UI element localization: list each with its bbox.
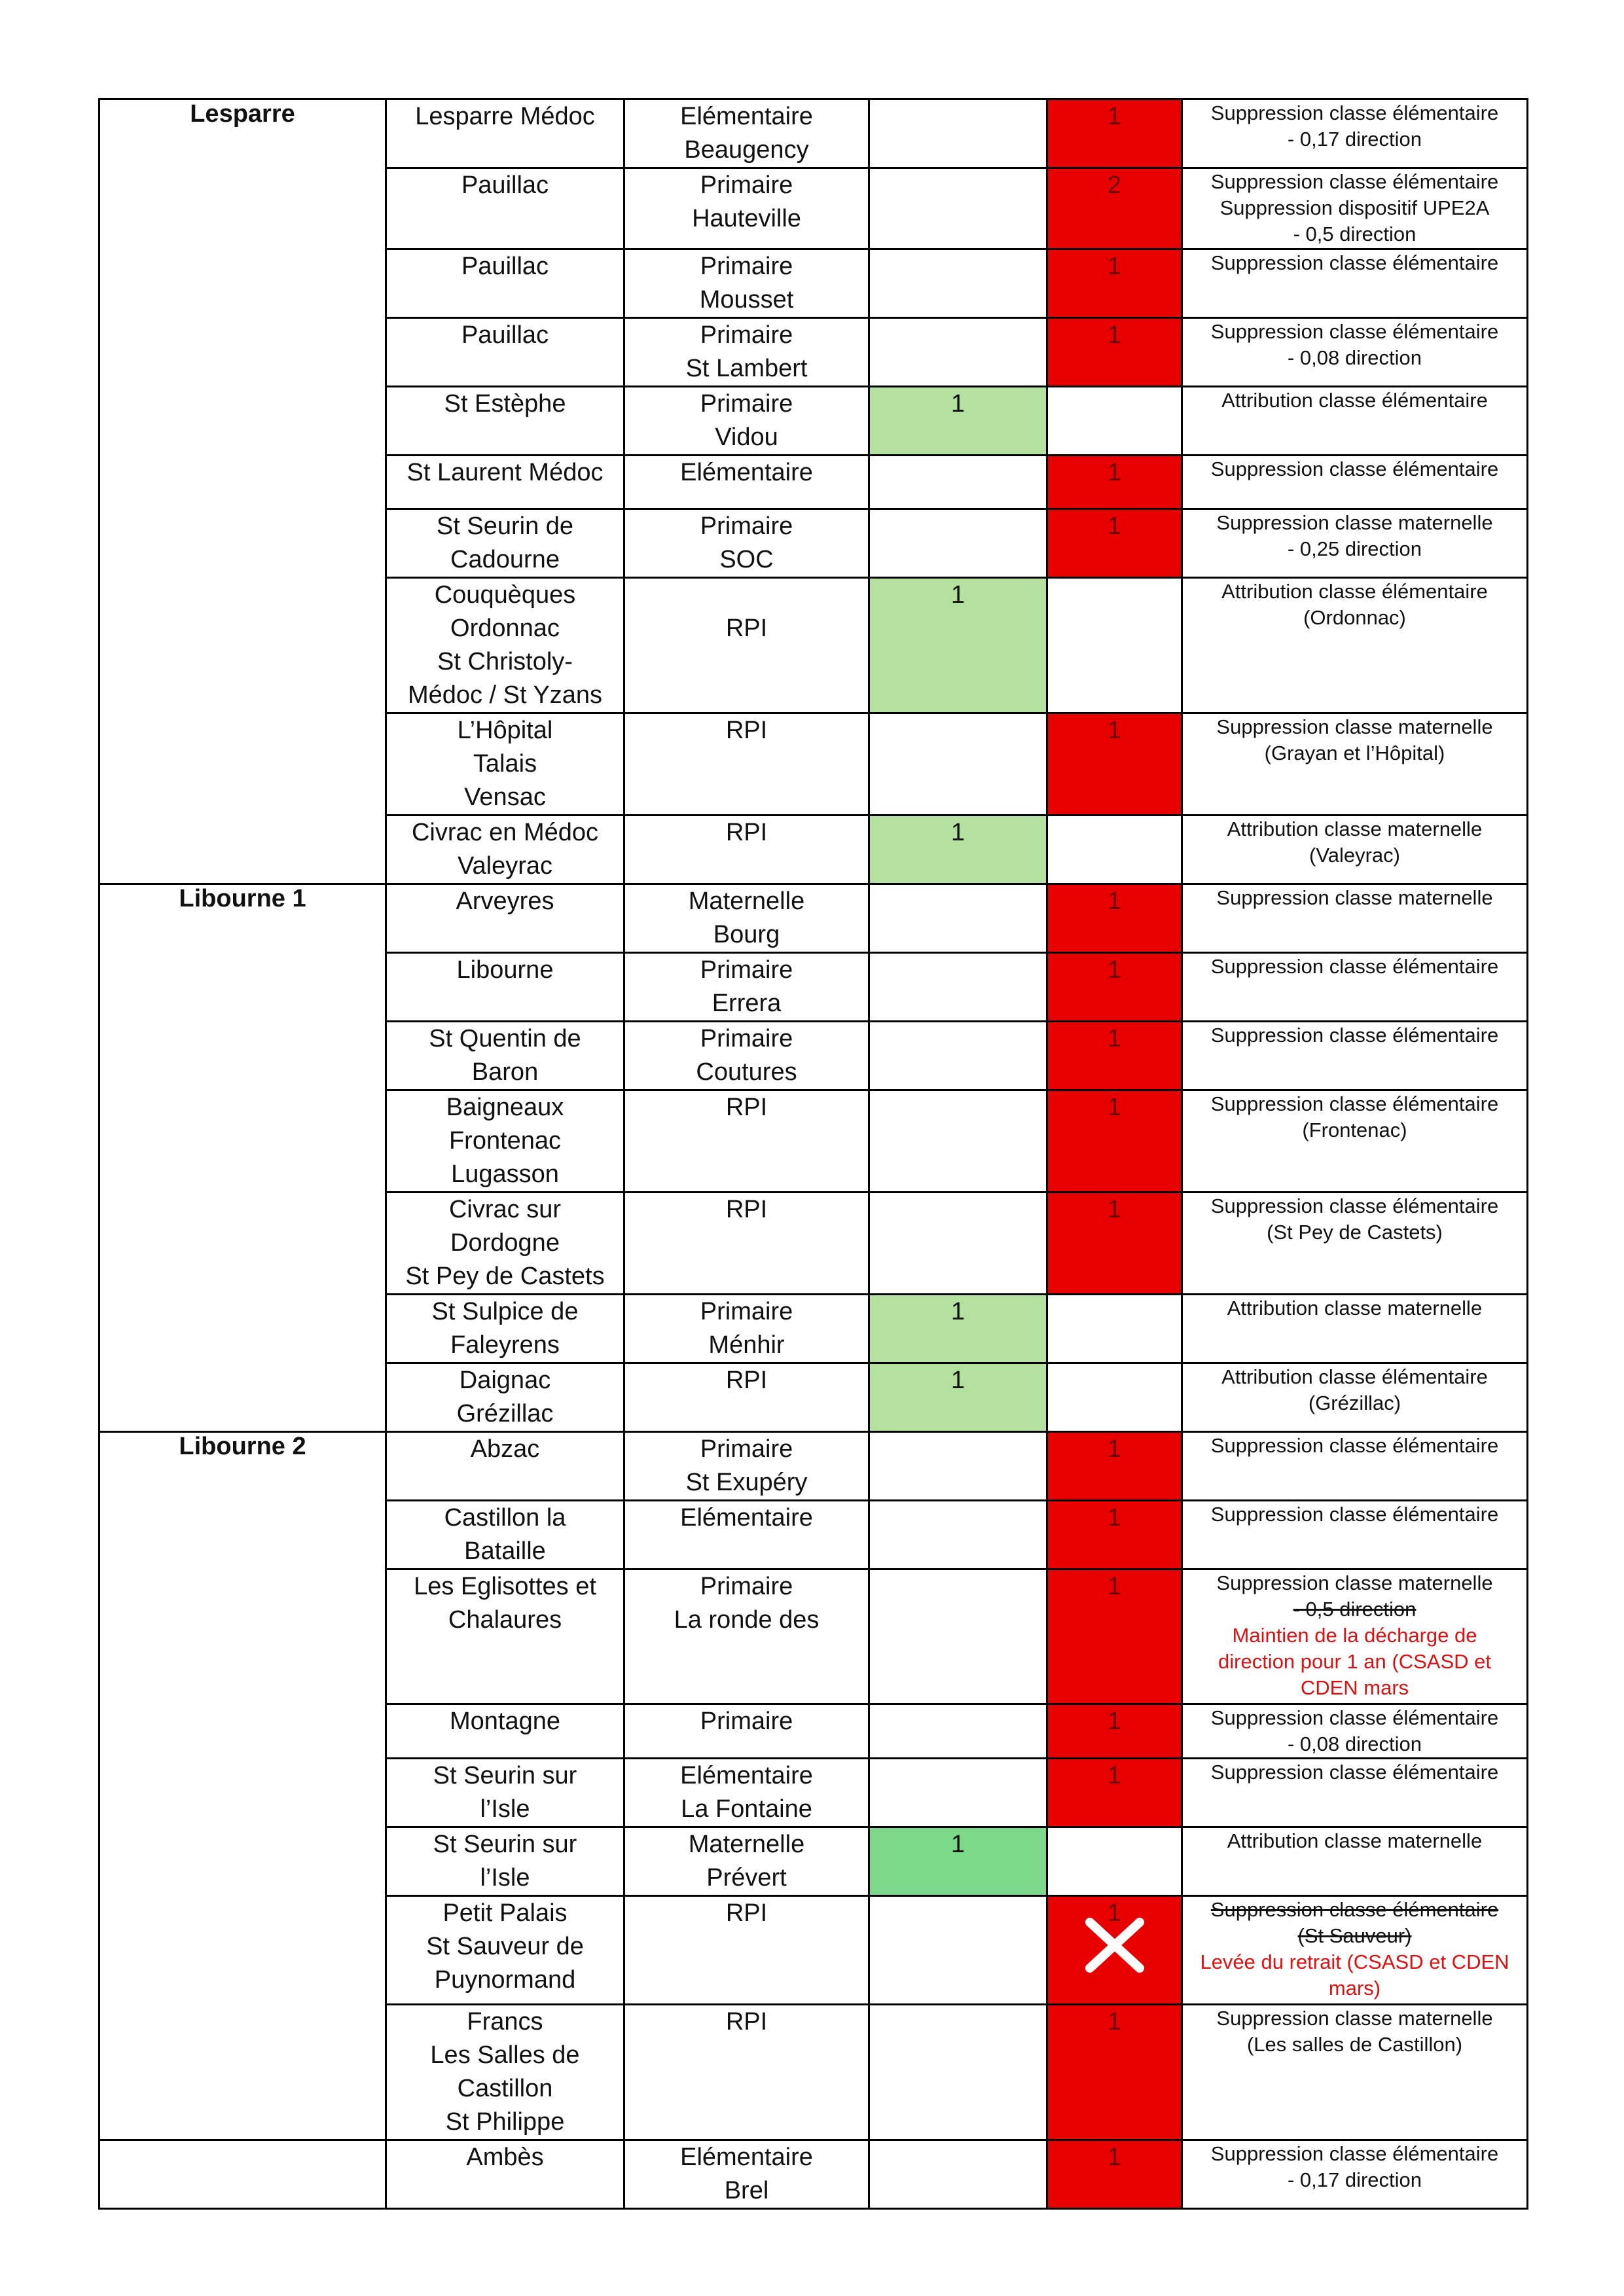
commune-cell (386, 1090, 624, 1193)
circonscription-cell: Libourne 2 (99, 1432, 386, 2140)
class-added-cell (869, 1501, 1047, 1570)
class-removed-cell (1047, 318, 1182, 387)
commune-line: Castillon la (444, 1504, 566, 1532)
class-removed-value: 1 (1107, 1708, 1122, 1735)
school-type-line: Primaire (700, 1573, 793, 1600)
class-removed-cell (1047, 1090, 1182, 1193)
observation-cell (1182, 953, 1528, 1022)
school-type-line: La ronde des (674, 1606, 820, 1634)
commune-line: St Philippe (445, 2108, 565, 2136)
commune-cell (386, 1759, 624, 1827)
commune-cell (386, 816, 624, 884)
observation-cell (1182, 1090, 1528, 1193)
commune-line: Daignac (459, 1367, 551, 1394)
observation-line: - 0,17 direction (1287, 128, 1422, 151)
observation-line: Suppression classe maternelle (1216, 1571, 1493, 1594)
school-type-cell (624, 884, 869, 953)
class-removed-cell (1047, 1363, 1182, 1432)
class-removed-value: 1 (1107, 1504, 1122, 1532)
class-added-cell (869, 99, 1047, 168)
commune-line: St Christoly- (437, 648, 573, 675)
class-added-cell: 1 (869, 1295, 1047, 1363)
school-type-line: Primaire (700, 1298, 793, 1325)
school-type-line: Brel (724, 2177, 769, 2204)
school-type-cell (624, 318, 869, 387)
commune-line: Ambès (466, 2144, 544, 2171)
commune-cell (386, 1501, 624, 1570)
school-type-cell (624, 387, 869, 456)
table-row (99, 2140, 1528, 2209)
commune-line: St Sauveur de (426, 1933, 584, 1960)
school-type-cell (624, 1193, 869, 1295)
cross-out-icon (1082, 1912, 1147, 1978)
school-type-cell (624, 578, 869, 713)
observation-line: Suppression classe maternelle (1216, 2007, 1493, 2030)
class-added-cell: 1 (869, 1363, 1047, 1432)
observation-line: (Grézillac) (1308, 1391, 1401, 1414)
circonscription-cell: Libourne 1 (99, 884, 386, 1432)
commune-cell (386, 387, 624, 456)
class-removed-value: 1 (1107, 459, 1122, 486)
class-removed-cell (1047, 1022, 1182, 1090)
commune-line: Libourne (456, 956, 554, 984)
table-row (99, 884, 1528, 953)
class-added-cell (869, 1759, 1047, 1827)
school-type-line: Elémentaire (680, 103, 813, 130)
class-added-cell (869, 249, 1047, 318)
commune-line: Pauillac (461, 253, 549, 280)
observation-line: Attribution classe maternelle (1227, 817, 1483, 840)
commune-cell (386, 99, 624, 168)
observation-cell (1182, 2140, 1528, 2209)
commune-cell (386, 1295, 624, 1363)
class-removed-cell (1047, 1759, 1182, 1827)
school-type-line (625, 579, 868, 612)
commune-line: Baron (471, 1058, 539, 1086)
class-removed-cell (1047, 816, 1182, 884)
commune-line: Lugasson (451, 1160, 559, 1188)
class-removed-cell (1047, 884, 1182, 953)
school-type-line: RPI (725, 1899, 768, 1927)
school-type-line: Elémentaire (680, 2144, 813, 2171)
class-removed-cell (1047, 1570, 1182, 1704)
commune-line: Civrac sur (448, 1196, 562, 1223)
observation-line: Suppression classe élémentaire (1210, 1761, 1499, 1784)
commune-cell (386, 2140, 624, 2209)
commune-cell (386, 953, 624, 1022)
observation-line: Levée du retrait (CSASD et CDEN (1200, 1950, 1509, 1973)
class-added-cell: 1 (869, 387, 1047, 456)
class-removed-cell (1047, 387, 1182, 456)
class-allocation-table (98, 98, 1528, 2210)
school-type-cell (624, 1827, 869, 1896)
class-added-cell: 1 (869, 816, 1047, 884)
observation-cell (1182, 1501, 1528, 1570)
observation-line: Suppression classe élémentaire (1210, 2142, 1499, 2165)
school-type-cell (624, 456, 869, 509)
school-type-line: Bourg (713, 921, 780, 948)
school-type-line: Beaugency (684, 136, 809, 164)
school-type-line: RPI (725, 1367, 768, 1394)
observation-line: Suppression classe maternelle (1216, 886, 1493, 909)
class-removed-cell (1047, 1827, 1182, 1896)
class-removed-value: 1 (1107, 512, 1122, 540)
observation-line: Suppression classe élémentaire (1210, 320, 1499, 343)
observation-line: mars) (1328, 1977, 1381, 2000)
observation-cell (1182, 2005, 1528, 2140)
school-type-cell (624, 1704, 869, 1759)
observation-line: Attribution classe élémentaire (1221, 389, 1488, 412)
commune-cell (386, 318, 624, 387)
commune-line: Valeyrac (457, 852, 553, 880)
observation-cell (1182, 1570, 1528, 1704)
observation-line: Suppression dispositif UPE2A (1219, 196, 1490, 219)
commune-line: Arveyres (456, 888, 554, 915)
class-removed-value: 1 (1107, 956, 1122, 984)
school-type-line: Hauteville (692, 205, 801, 232)
school-type-line: Errera (712, 990, 782, 1017)
commune-line: L’Hôpital (457, 717, 553, 744)
commune-cell (386, 1827, 624, 1896)
commune-line: Lesparre Médoc (415, 103, 595, 130)
commune-line: Pauillac (461, 171, 549, 199)
school-type-line: Prévert (706, 1864, 787, 1892)
observation-line: (St Sauveur) (1297, 1924, 1412, 1947)
class-added-cell (869, 509, 1047, 578)
school-type-line: Primaire (700, 253, 793, 280)
observation-line: - 0,5 direction (1293, 1598, 1416, 1621)
observation-line: CDEN mars (1300, 1676, 1409, 1699)
class-removed-value: 1 (1107, 1899, 1122, 1927)
class-removed-value: 1 (1107, 1573, 1122, 1600)
observation-line: Suppression classe élémentaire (1210, 1898, 1499, 1921)
observation-cell (1182, 1704, 1528, 1759)
school-type-line: RPI (725, 1196, 768, 1223)
observation-line: - 0,08 direction (1287, 346, 1422, 369)
observation-line: (Les salles de Castillon) (1246, 2033, 1463, 2056)
commune-line: St Laurent Médoc (406, 459, 604, 486)
commune-line: Couquèques (434, 581, 576, 609)
class-removed-cell (1047, 2140, 1182, 2209)
commune-cell (386, 1704, 624, 1759)
observation-line: (Frontenac) (1302, 1119, 1407, 1141)
commune-line: Les Salles de (430, 2041, 580, 2069)
observation-cell (1182, 168, 1528, 249)
class-added-cell (869, 884, 1047, 953)
observation-line: Suppression classe élémentaire (1210, 457, 1499, 480)
school-type-line: La Fontaine (681, 1795, 812, 1823)
commune-cell (386, 1432, 624, 1501)
circonscription-cell: Lesparre (99, 99, 386, 884)
observation-line: Suppression classe élémentaire (1210, 1194, 1499, 1217)
class-added-cell (869, 2140, 1047, 2209)
class-removed-cell (1047, 1501, 1182, 1570)
class-added-cell (869, 168, 1047, 249)
class-added-cell (869, 318, 1047, 387)
class-removed-cell (1047, 1295, 1182, 1363)
school-type-cell (624, 2005, 869, 2140)
class-removed-cell (1047, 578, 1182, 713)
school-type-cell (624, 713, 869, 816)
observation-line: Attribution classe élémentaire (1221, 580, 1488, 603)
class-removed-value: 1 (1107, 1762, 1122, 1789)
observation-line: Suppression classe élémentaire (1210, 955, 1499, 978)
observation-cell (1182, 1295, 1528, 1363)
class-added-cell: 1 (869, 578, 1047, 713)
school-type-line: RPI (725, 1094, 768, 1121)
school-type-line: Elémentaire (680, 1504, 813, 1532)
class-removed-value: 1 (1107, 1094, 1122, 1121)
observation-cell (1182, 1363, 1528, 1432)
class-removed-cell (1047, 509, 1182, 578)
class-added-cell (869, 1432, 1047, 1501)
class-removed-cell (1047, 713, 1182, 816)
commune-line: l’Isle (480, 1864, 530, 1892)
commune-line: Ordonnac (450, 615, 560, 642)
class-removed-cell (1047, 249, 1182, 318)
class-removed-value: 1 (1107, 717, 1122, 744)
observation-line: Attribution classe maternelle (1227, 1297, 1483, 1319)
observation-cell (1182, 1896, 1528, 2005)
class-removed-cell (1047, 1704, 1182, 1759)
commune-cell (386, 509, 624, 578)
school-type-cell (624, 509, 869, 578)
commune-line: Bataille (464, 1537, 546, 1565)
observation-line: Suppression classe maternelle (1216, 715, 1493, 738)
commune-line: St Pey de Castets (405, 1263, 605, 1290)
school-type-line: Primaire (700, 956, 793, 984)
commune-cell (386, 1363, 624, 1432)
commune-line: Civrac en Médoc (411, 819, 599, 846)
observation-line: - 0,17 direction (1287, 2168, 1422, 2191)
observation-line: (Valeyrac) (1309, 844, 1400, 867)
school-type-line: St Lambert (685, 355, 808, 382)
class-removed-cell (1047, 2005, 1182, 2140)
observation-line: - 0,25 direction (1287, 537, 1422, 560)
school-type-line: Primaire (700, 1025, 793, 1052)
observation-line: (Grayan et l’Hôpital) (1264, 742, 1445, 764)
observation-line: Attribution classe maternelle (1227, 1829, 1483, 1852)
class-added-cell (869, 1090, 1047, 1193)
class-added-cell (869, 1022, 1047, 1090)
school-type-line: St Exupéry (685, 1469, 808, 1496)
commune-line: Talais (473, 750, 537, 778)
circonscription-cell (99, 2140, 386, 2209)
commune-line: Puynormand (434, 1966, 576, 1994)
class-removed-cell (1047, 1193, 1182, 1295)
school-type-line: RPI (725, 717, 768, 744)
commune-line: St Seurin de (436, 512, 574, 540)
commune-line: Les Eglisottes et (414, 1573, 596, 1600)
observation-cell (1182, 1022, 1528, 1090)
class-added-cell (869, 1896, 1047, 2005)
class-added-cell (869, 953, 1047, 1022)
school-type-line: Primaire (700, 1708, 793, 1735)
class-removed-value: 1 (1107, 2008, 1122, 2036)
commune-cell (386, 884, 624, 953)
commune-line: St Seurin sur (433, 1831, 577, 1858)
commune-cell (386, 1022, 624, 1090)
school-type-cell (624, 1759, 869, 1827)
observation-line: (St Pey de Castets) (1267, 1221, 1443, 1244)
school-type-cell (624, 1570, 869, 1704)
commune-line: Grézillac (456, 1400, 554, 1427)
class-removed-cell (1047, 953, 1182, 1022)
school-type-cell (624, 953, 869, 1022)
school-type-cell (624, 1363, 869, 1432)
observation-line: direction pour 1 an (CSASD et (1218, 1650, 1491, 1673)
class-removed-value: 1 (1107, 321, 1122, 349)
commune-line: Dordogne (450, 1229, 560, 1257)
observation-line: Suppression classe maternelle (1216, 511, 1493, 534)
observation-cell (1182, 1432, 1528, 1501)
commune-cell (386, 1193, 624, 1295)
class-removed-value: 1 (1107, 103, 1122, 130)
observation-line: Suppression classe élémentaire (1210, 1024, 1499, 1047)
school-type-line: Primaire (700, 512, 793, 540)
school-type-line: Primaire (700, 171, 793, 199)
observation-line: - 0,5 direction (1293, 223, 1416, 245)
school-type-line: Primaire (700, 321, 793, 349)
commune-line: Frontenac (448, 1127, 562, 1155)
commune-cell (386, 168, 624, 249)
observation-line: Suppression classe élémentaire (1210, 1434, 1499, 1457)
class-removed-cell (1047, 456, 1182, 509)
school-type-cell (624, 1090, 869, 1193)
table-row (99, 1432, 1528, 1501)
observation-line: (Ordonnac) (1303, 606, 1406, 629)
observation-line: Suppression classe élémentaire (1210, 1503, 1499, 1526)
observation-cell (1182, 816, 1528, 884)
observation-cell (1182, 509, 1528, 578)
school-type-line: Mousset (699, 286, 794, 314)
observation-line: Suppression classe élémentaire (1210, 101, 1499, 124)
school-type-cell (624, 249, 869, 318)
commune-line: l’Isle (480, 1795, 530, 1823)
observation-cell (1182, 1827, 1528, 1896)
observation-cell (1182, 387, 1528, 456)
commune-cell (386, 249, 624, 318)
class-added-cell (869, 1570, 1047, 1704)
commune-cell (386, 2005, 624, 2140)
commune-line: Chalaures (448, 1606, 562, 1634)
class-removed-cell (1047, 1432, 1182, 1501)
class-removed-value: 1 (1107, 253, 1122, 280)
class-removed-value: 1 (1107, 1196, 1122, 1223)
commune-cell (386, 1570, 624, 1704)
observation-cell (1182, 249, 1528, 318)
commune-line: Pauillac (461, 321, 549, 349)
commune-line: Abzac (470, 1435, 540, 1463)
observation-cell (1182, 713, 1528, 816)
class-removed-value: 1 (1107, 2144, 1122, 2171)
commune-line: Petit Palais (442, 1899, 568, 1927)
school-type-cell (624, 99, 869, 168)
school-type-line: RPI (725, 615, 768, 642)
school-type-line: Maternelle (688, 888, 805, 915)
observation-cell (1182, 884, 1528, 953)
observation-line: Suppression classe élémentaire (1210, 1092, 1499, 1115)
school-type-cell (624, 168, 869, 249)
school-type-line: Primaire (700, 390, 793, 418)
commune-line: Cadourne (450, 546, 560, 573)
observation-cell (1182, 1193, 1528, 1295)
class-removed-value: 2 (1107, 171, 1122, 199)
school-type-line: Primaire (700, 1435, 793, 1463)
observation-line: Maintien de la décharge de (1232, 1624, 1477, 1647)
class-removed-value: 1 (1107, 888, 1122, 915)
commune-line: St Seurin sur (433, 1762, 577, 1789)
school-type-cell (624, 2140, 869, 2209)
commune-line: Vensac (464, 783, 546, 811)
commune-cell (386, 1896, 624, 2005)
table-row (99, 99, 1528, 168)
school-type-line: Elémentaire (680, 459, 813, 486)
school-type-cell (624, 1432, 869, 1501)
commune-line: St Quentin de (429, 1025, 581, 1052)
commune-line: Médoc / St Yzans (407, 681, 603, 709)
school-type-cell (624, 1022, 869, 1090)
class-added-cell (869, 713, 1047, 816)
commune-cell (386, 456, 624, 509)
commune-line: Faleyrens (450, 1331, 560, 1359)
observation-line: Suppression classe élémentaire (1210, 170, 1499, 193)
school-type-line: RPI (725, 2008, 768, 2036)
observation-cell (1182, 578, 1528, 713)
class-added-cell (869, 1193, 1047, 1295)
commune-cell (386, 578, 624, 713)
class-removed-cell (1047, 168, 1182, 249)
class-added-cell (869, 1704, 1047, 1759)
school-type-line: Ménhir (708, 1331, 785, 1359)
school-type-line: Vidou (715, 423, 778, 451)
commune-line: Baigneaux (446, 1094, 564, 1121)
commune-line: Montagne (449, 1708, 560, 1735)
commune-cell (386, 713, 624, 816)
observation-line: Suppression classe élémentaire (1210, 251, 1499, 274)
class-added-cell (869, 2005, 1047, 2140)
class-removed-value: 1 (1107, 1435, 1122, 1463)
observation-line: - 0,08 direction (1287, 1732, 1422, 1755)
observation-cell (1182, 318, 1528, 387)
commune-line: Francs (467, 2008, 543, 2036)
commune-line: St Estèphe (444, 390, 566, 418)
school-type-line: Elémentaire (680, 1762, 813, 1789)
observation-line: Suppression classe élémentaire (1210, 1706, 1499, 1729)
observation-cell (1182, 456, 1528, 509)
observation-cell (1182, 1759, 1528, 1827)
school-type-line: Maternelle (688, 1831, 805, 1858)
school-type-cell (624, 816, 869, 884)
school-type-cell (624, 1896, 869, 2005)
class-added-cell: 1 (869, 1827, 1047, 1896)
class-removed-cell (1047, 99, 1182, 168)
school-type-line: Coutures (696, 1058, 797, 1086)
class-removed-value: 1 (1107, 1025, 1122, 1052)
class-added-cell (869, 456, 1047, 509)
commune-line: Castillon (457, 2075, 553, 2102)
observation-line: Attribution classe élémentaire (1221, 1365, 1488, 1388)
school-type-line: SOC (719, 546, 774, 573)
school-type-cell (624, 1501, 869, 1570)
commune-line: St Sulpice de (431, 1298, 579, 1325)
school-type-cell (624, 1295, 869, 1363)
school-type-line: RPI (725, 819, 768, 846)
observation-cell (1182, 99, 1528, 168)
class-removed-cell (1047, 1896, 1182, 2005)
